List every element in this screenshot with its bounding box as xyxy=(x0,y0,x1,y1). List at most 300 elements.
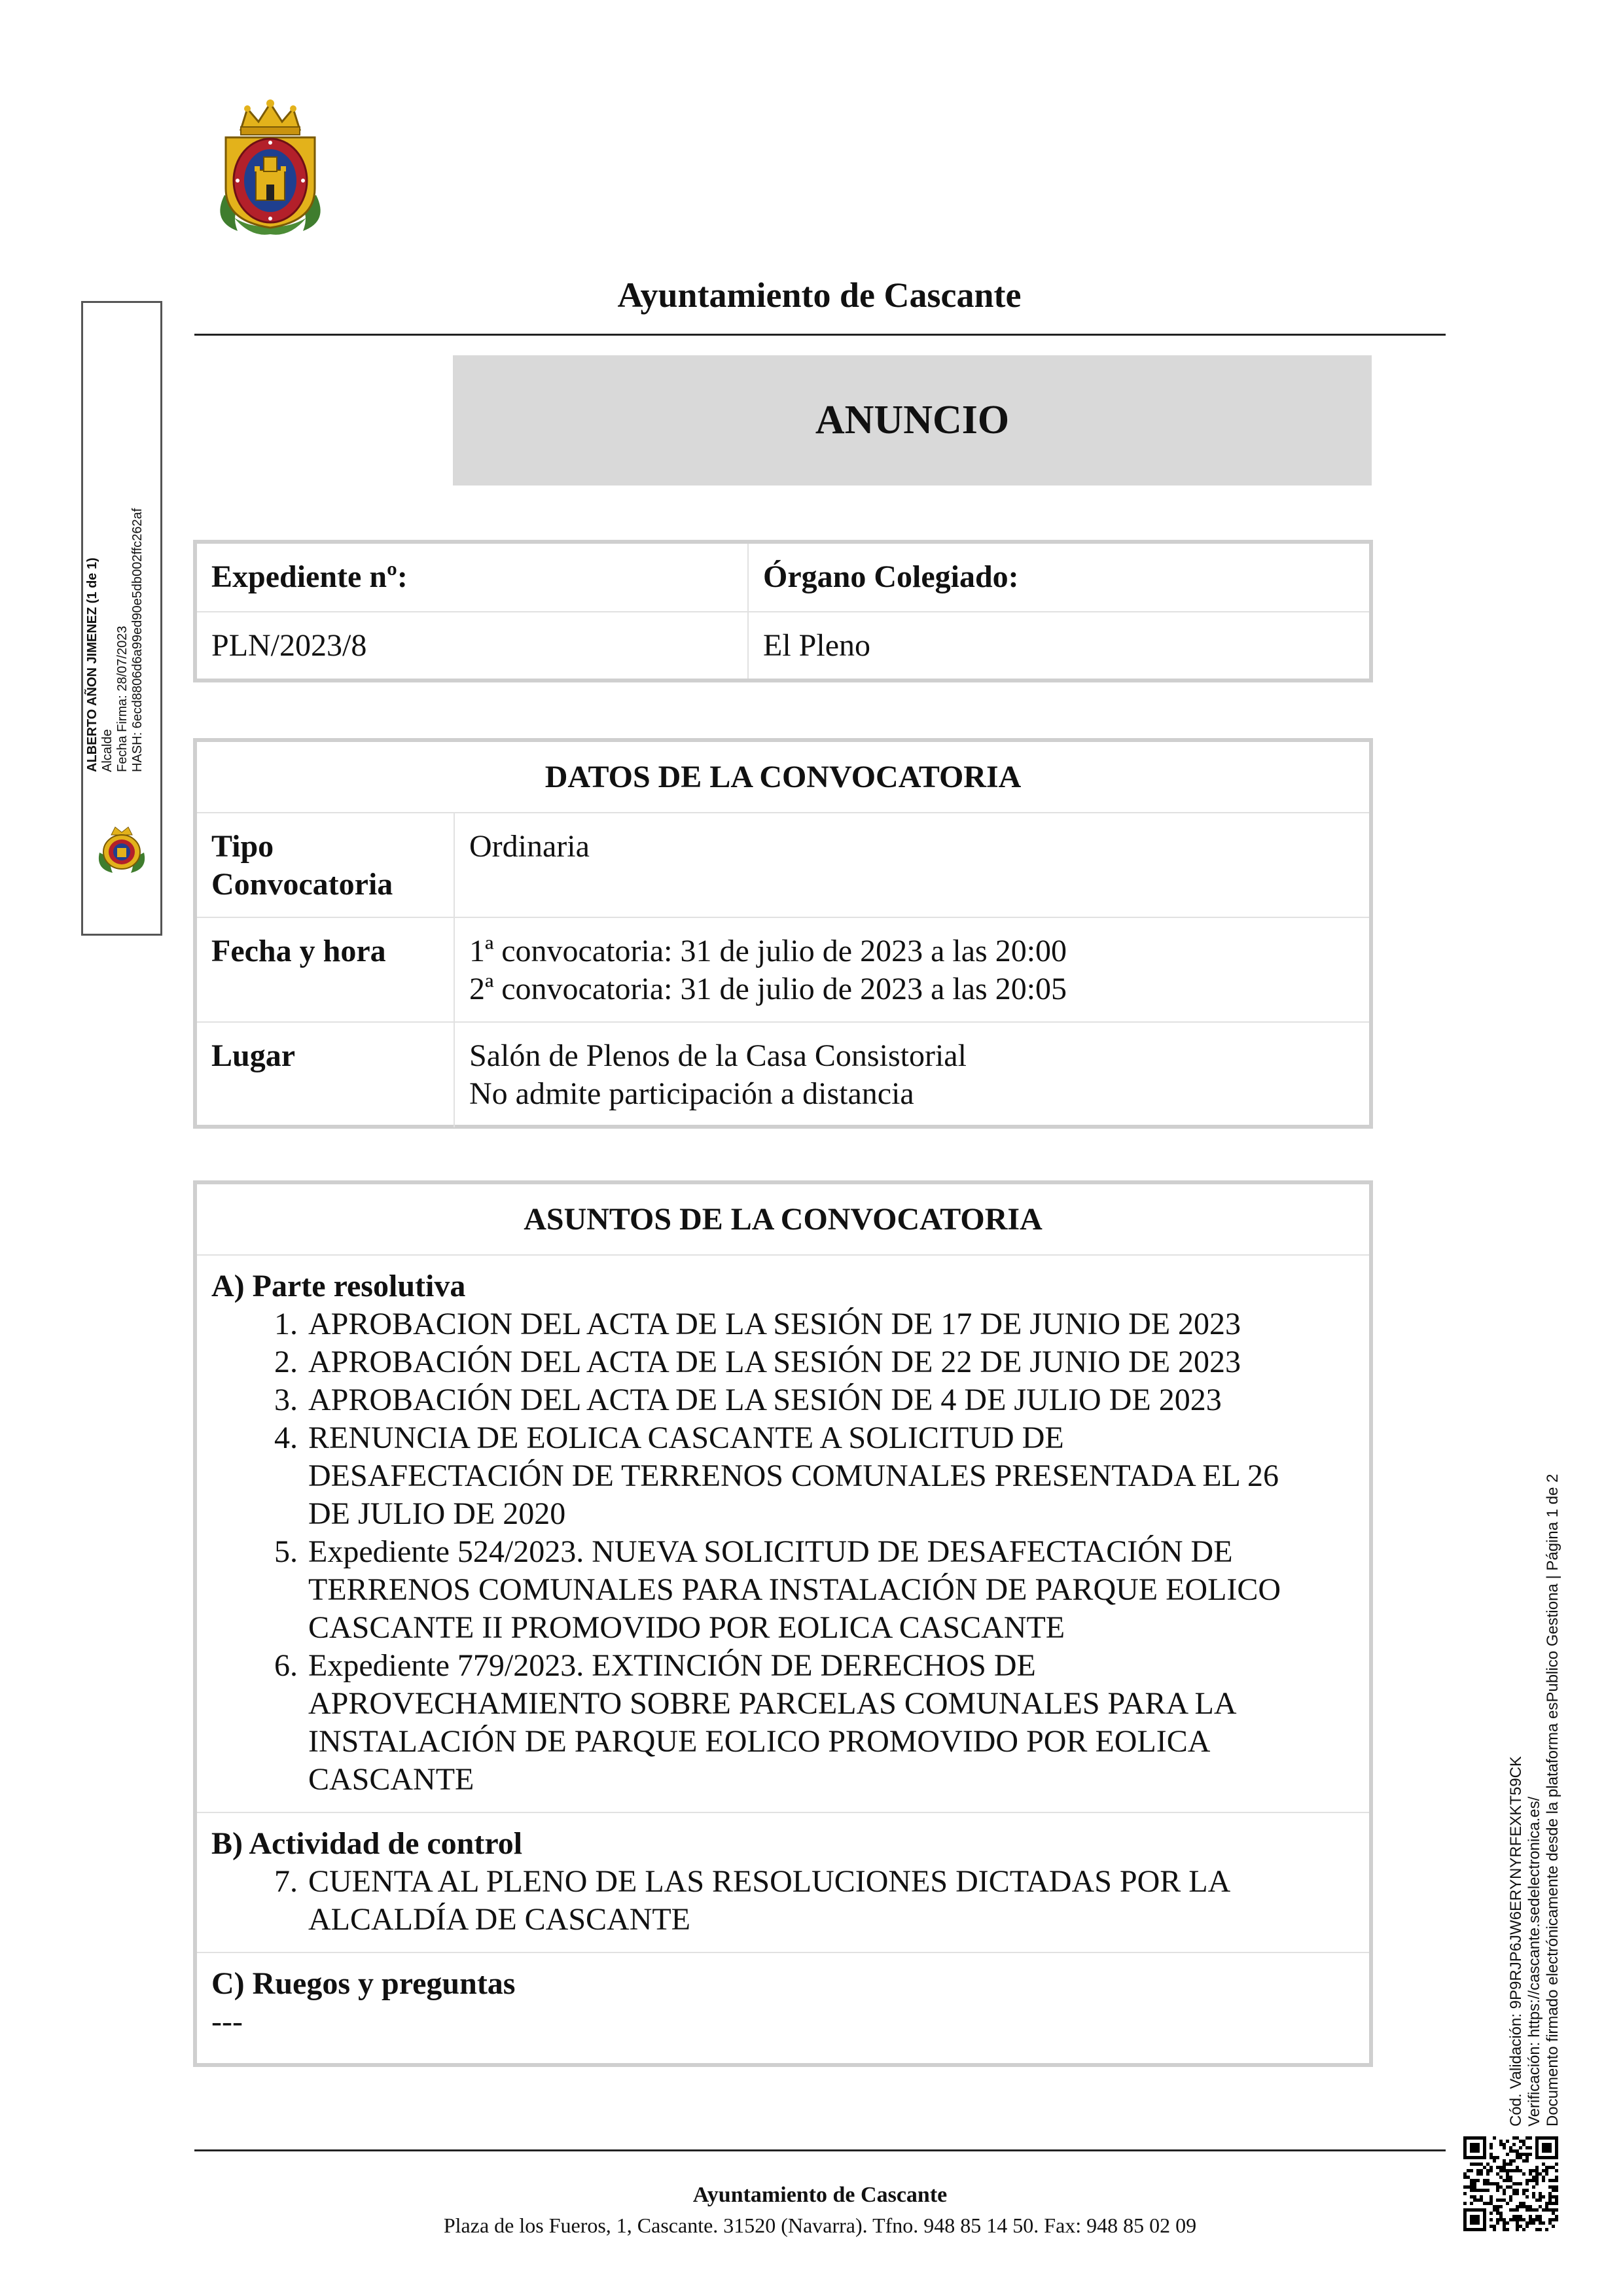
qr-module xyxy=(1493,2136,1496,2140)
qr-module xyxy=(1548,2146,1552,2149)
footer-address: Plaza de los Fueros, 1, Cascante. 31520 (Navarra). Tfno. 948 85 14 50. Fax: 948 85 02 09 xyxy=(443,2214,1197,2237)
qr-module xyxy=(1503,2163,1506,2166)
qr-module xyxy=(1525,2156,1529,2159)
qr-module xyxy=(1489,2218,1493,2221)
qr-module xyxy=(1496,2172,1499,2176)
qr-module xyxy=(1548,2202,1552,2205)
qr-module xyxy=(1529,2172,1532,2176)
qr-module xyxy=(1480,2199,1483,2202)
qr-module xyxy=(1552,2185,1555,2189)
qr-module xyxy=(1535,2140,1539,2143)
qr-module xyxy=(1463,2176,1467,2179)
qr-module xyxy=(1509,2159,1512,2163)
agenda-item-line: CASCANTE II PROMOVIDO POR EOLICA CASCANTE xyxy=(308,1610,1065,1645)
section-b-title: B) Actividad de control xyxy=(211,1826,523,1861)
qr-module xyxy=(1503,2221,1506,2225)
qr-module xyxy=(1483,2140,1486,2143)
agenda-item-text xyxy=(308,1533,1355,1647)
agenda-item xyxy=(211,1419,1355,1533)
qr-module xyxy=(1476,2221,1480,2225)
qr-module xyxy=(1545,2143,1548,2146)
expediente-table xyxy=(193,540,1373,682)
qr-module xyxy=(1476,2218,1480,2221)
qr-module xyxy=(1509,2176,1512,2179)
qr-module xyxy=(1506,2185,1509,2189)
fecha-row xyxy=(197,917,1369,1021)
qr-module xyxy=(1470,2228,1473,2231)
qr-module xyxy=(1499,2166,1503,2169)
qr-module xyxy=(1535,2156,1539,2159)
qr-module xyxy=(1539,2218,1542,2221)
qr-module xyxy=(1535,2182,1539,2185)
qr-module xyxy=(1509,2146,1512,2149)
qr-module xyxy=(1496,2182,1499,2185)
qr-module xyxy=(1512,2149,1516,2153)
lugar-place: Salón de Plenos de la Casa Consistorial xyxy=(469,1038,967,1073)
qr-module xyxy=(1519,2153,1522,2156)
qr-module xyxy=(1555,2143,1558,2146)
qr-module xyxy=(1512,2218,1516,2221)
qr-module xyxy=(1476,2228,1480,2231)
qr-module xyxy=(1476,2172,1480,2176)
qr-module xyxy=(1509,2218,1512,2221)
signer-role: Alcalde xyxy=(100,729,115,772)
qr-module xyxy=(1545,2202,1548,2205)
qr-module xyxy=(1480,2136,1483,2140)
qr-module xyxy=(1483,2218,1486,2221)
fecha-second-call: 2ª convocatoria: 31 de julio de 2023 a las 20:05 xyxy=(469,972,1067,1006)
qr-module xyxy=(1545,2205,1548,2208)
qr-module xyxy=(1519,2218,1522,2221)
qr-module xyxy=(1473,2136,1476,2140)
qr-module xyxy=(1519,2182,1522,2185)
qr-module xyxy=(1480,2208,1483,2212)
agenda-item-line: CASCANTE xyxy=(308,1762,474,1797)
qr-module xyxy=(1552,2212,1555,2215)
qr-module xyxy=(1473,2221,1476,2225)
qr-module xyxy=(1470,2169,1473,2172)
qr-module xyxy=(1503,2199,1506,2202)
qr-module xyxy=(1499,2215,1503,2218)
agenda-item xyxy=(211,1343,1355,1381)
qr-module xyxy=(1496,2208,1499,2212)
qr-module xyxy=(1486,2189,1489,2192)
qr-module xyxy=(1496,2156,1499,2159)
qr-module xyxy=(1503,2218,1506,2221)
agenda-item-number: 6. xyxy=(274,1648,298,1683)
agenda-item-text xyxy=(308,1647,1355,1799)
qr-module xyxy=(1555,2176,1558,2179)
qr-module xyxy=(1552,2189,1555,2192)
section-b-list xyxy=(211,1863,1355,1939)
qr-module xyxy=(1552,2179,1555,2182)
qr-module xyxy=(1552,2166,1555,2169)
qr-module xyxy=(1512,2208,1516,2212)
qr-module xyxy=(1483,2149,1486,2153)
qr-module xyxy=(1542,2195,1545,2199)
qr-module xyxy=(1483,2182,1486,2185)
qr-module xyxy=(1476,2215,1480,2218)
qr-module xyxy=(1503,2192,1506,2195)
agenda-item-number: 4. xyxy=(274,1421,298,1455)
coat-of-arms-logo xyxy=(211,97,329,241)
qr-module xyxy=(1532,2176,1535,2179)
qr-module xyxy=(1516,2169,1519,2172)
qr-module xyxy=(1525,2189,1529,2192)
qr-module xyxy=(1483,2146,1486,2149)
document-type-banner: ANUNCIO xyxy=(453,355,1372,486)
qr-module xyxy=(1503,2166,1506,2169)
qr-module xyxy=(1509,2149,1512,2153)
qr-module xyxy=(1506,2221,1509,2225)
qr-module xyxy=(1555,2215,1558,2218)
agenda-item-number: 5. xyxy=(274,1534,298,1569)
qr-module xyxy=(1489,2169,1493,2172)
qr-module xyxy=(1522,2192,1525,2195)
qr-module xyxy=(1516,2182,1519,2185)
agenda-item xyxy=(211,1305,1355,1343)
qr-module xyxy=(1525,2179,1529,2182)
qr-module xyxy=(1480,2156,1483,2159)
agenda-item-line: ALCALDÍA DE CASCANTE xyxy=(308,1902,690,1937)
qr-module xyxy=(1532,2169,1535,2172)
qr-module xyxy=(1542,2136,1545,2140)
qr-module xyxy=(1489,2153,1493,2156)
qr-module xyxy=(1542,2176,1545,2179)
organo-label: Órgano Colegiado: xyxy=(747,544,1369,611)
qr-module xyxy=(1496,2212,1499,2215)
tipo-label-line-2: Convocatoria xyxy=(211,867,393,902)
qr-module xyxy=(1529,2218,1532,2221)
qr-module xyxy=(1555,2153,1558,2156)
qr-module xyxy=(1516,2208,1519,2212)
qr-module xyxy=(1519,2205,1522,2208)
qr-module xyxy=(1539,2172,1542,2176)
lugar-value xyxy=(454,1023,1369,1127)
qr-module xyxy=(1535,2199,1539,2202)
qr-module xyxy=(1535,2176,1539,2179)
qr-module xyxy=(1499,2205,1503,2208)
qr-module xyxy=(1489,2202,1493,2205)
qr-module xyxy=(1535,2228,1539,2231)
qr-module xyxy=(1476,2189,1480,2192)
section-c xyxy=(197,1952,1369,2054)
qr-module xyxy=(1499,2140,1503,2143)
qr-module xyxy=(1516,2228,1519,2231)
qr-module xyxy=(1463,2208,1467,2212)
qr-module xyxy=(1529,2205,1532,2208)
qr-module xyxy=(1463,2215,1467,2218)
qr-module xyxy=(1463,2136,1467,2140)
agenda-item-line: DESAFECTACIÓN DE TERRENOS COMUNALES PRESENTADA EL 26 xyxy=(308,1458,1279,1493)
qr-module xyxy=(1545,2166,1548,2169)
qr-module xyxy=(1476,2169,1480,2172)
qr-module xyxy=(1542,2146,1545,2149)
qr-module xyxy=(1522,2153,1525,2156)
qr-module xyxy=(1542,2156,1545,2159)
qr-module xyxy=(1470,2218,1473,2221)
qr-module xyxy=(1525,2153,1529,2156)
qr-module xyxy=(1535,2143,1539,2146)
qr-module xyxy=(1489,2212,1493,2215)
qr-module xyxy=(1522,2189,1525,2192)
qr-module xyxy=(1542,2208,1545,2212)
agenda-item-line: APROBACION DEL ACTA DE LA SESIÓN DE 17 DE JUNIO DE 2023 xyxy=(308,1307,1241,1341)
qr-module xyxy=(1473,2163,1476,2166)
agenda-item-number: 2. xyxy=(274,1345,298,1379)
qr-module xyxy=(1499,2212,1503,2215)
qr-module xyxy=(1483,2215,1486,2218)
qr-module xyxy=(1548,2185,1552,2189)
qr-module xyxy=(1506,2140,1509,2143)
qr-module xyxy=(1516,2218,1519,2221)
qr-module xyxy=(1493,2182,1496,2185)
qr-module xyxy=(1470,2182,1473,2185)
qr-module xyxy=(1529,2153,1532,2156)
qr-module xyxy=(1525,2195,1529,2199)
qr-module xyxy=(1512,2159,1516,2163)
tipo-label xyxy=(197,813,454,917)
qr-module xyxy=(1496,2218,1499,2221)
qr-module xyxy=(1493,2205,1496,2208)
qr-module xyxy=(1486,2202,1489,2205)
qr-module xyxy=(1476,2156,1480,2159)
qr-module xyxy=(1503,2146,1506,2149)
qr-module xyxy=(1525,2146,1529,2149)
qr-module xyxy=(1532,2221,1535,2225)
qr-module xyxy=(1467,2228,1470,2231)
qr-module xyxy=(1545,2156,1548,2159)
qr-module xyxy=(1548,2166,1552,2169)
qr-module xyxy=(1463,2172,1467,2176)
qr-module xyxy=(1483,2189,1486,2192)
qr-module xyxy=(1463,2146,1467,2149)
qr-module xyxy=(1486,2163,1489,2166)
lugar-label: Lugar xyxy=(211,1038,296,1073)
qr-module xyxy=(1542,2143,1545,2146)
qr-module xyxy=(1548,2136,1552,2140)
qr-module xyxy=(1470,2185,1473,2189)
validation-url: Verificación: https://cascante.sedelectronica.es/ xyxy=(1525,1796,1543,2127)
qr-module xyxy=(1489,2143,1493,2146)
qr-module xyxy=(1463,2192,1467,2195)
qr-module xyxy=(1483,2179,1486,2182)
qr-module xyxy=(1516,2149,1519,2153)
agenda-item-line: APROBACIÓN DEL ACTA DE LA SESIÓN DE 4 DE JULIO DE 2023 xyxy=(308,1383,1222,1417)
qr-module xyxy=(1480,2163,1483,2166)
qr-module xyxy=(1535,2179,1539,2182)
qr-module xyxy=(1480,2228,1483,2231)
qr-module xyxy=(1476,2146,1480,2149)
qr-module xyxy=(1493,2156,1496,2159)
qr-module xyxy=(1535,2146,1539,2149)
qr-module xyxy=(1509,2163,1512,2166)
qr-module xyxy=(1555,2169,1558,2172)
qr-module xyxy=(1535,2172,1539,2176)
qr-module xyxy=(1512,2215,1516,2218)
qr-module xyxy=(1506,2228,1509,2231)
qr-module xyxy=(1483,2228,1486,2231)
qr-module xyxy=(1473,2228,1476,2231)
section-c-title: C) Ruegos y preguntas xyxy=(211,1966,516,2001)
qr-module xyxy=(1473,2218,1476,2221)
qr-module xyxy=(1503,2189,1506,2192)
qr-module xyxy=(1539,2221,1542,2225)
qr-module xyxy=(1525,2136,1529,2140)
qr-module xyxy=(1476,2208,1480,2212)
qr-module xyxy=(1499,2176,1503,2179)
qr-module xyxy=(1480,2195,1483,2199)
page-title: Ayuntamiento de Cascante xyxy=(617,275,1022,315)
qr-module xyxy=(1506,2172,1509,2176)
agenda-item-line: Expediente 779/2023. EXTINCIÓN DE DERECHOS DE xyxy=(308,1648,1036,1683)
qr-module xyxy=(1542,2179,1545,2182)
qr-module xyxy=(1535,2218,1539,2221)
convocatoria-table xyxy=(193,738,1373,1129)
qr-module xyxy=(1529,2208,1532,2212)
qr-module xyxy=(1516,2225,1519,2228)
qr-module xyxy=(1476,2136,1480,2140)
tipo-value: Ordinaria xyxy=(454,813,1369,917)
qr-module xyxy=(1542,2149,1545,2153)
qr-module xyxy=(1535,2166,1539,2169)
qr-module xyxy=(1519,2225,1522,2228)
qr-module xyxy=(1463,2185,1467,2189)
qr-module xyxy=(1483,2153,1486,2156)
qr-module xyxy=(1493,2159,1496,2163)
qr-module xyxy=(1470,2202,1473,2205)
expediente-label: Expediente nº: xyxy=(211,559,408,594)
qr-module xyxy=(1516,2192,1519,2195)
qr-module xyxy=(1522,2143,1525,2146)
qr-module xyxy=(1473,2143,1476,2146)
qr-module xyxy=(1555,2163,1558,2166)
agenda-item-number: 7. xyxy=(274,1864,298,1899)
qr-module xyxy=(1496,2221,1499,2225)
qr-module xyxy=(1525,2221,1529,2225)
qr-module xyxy=(1473,2208,1476,2212)
qr-module xyxy=(1506,2163,1509,2166)
qr-module xyxy=(1512,2189,1516,2192)
asuntos-title: ASUNTOS DE LA CONVOCATORIA xyxy=(524,1202,1043,1237)
qr-module xyxy=(1499,2218,1503,2221)
qr-module xyxy=(1496,2199,1499,2202)
qr-module xyxy=(1476,2163,1480,2166)
qr-module xyxy=(1522,2218,1525,2221)
qr-module xyxy=(1480,2189,1483,2192)
qr-module xyxy=(1516,2189,1519,2192)
qr-module xyxy=(1470,2215,1473,2218)
qr-module xyxy=(1506,2153,1509,2156)
qr-module xyxy=(1512,2192,1516,2195)
qr-module xyxy=(1493,2225,1496,2228)
agenda-item-text xyxy=(308,1419,1355,1533)
qr-module xyxy=(1529,2146,1532,2149)
agenda-item-text xyxy=(308,1863,1355,1939)
qr-module xyxy=(1467,2156,1470,2159)
qr-module xyxy=(1529,2179,1532,2182)
qr-module xyxy=(1519,2146,1522,2149)
qr-module xyxy=(1499,2169,1503,2172)
qr-module xyxy=(1555,2136,1558,2140)
agenda-item xyxy=(211,1533,1355,1647)
qr-module xyxy=(1552,2208,1555,2212)
qr-module xyxy=(1545,2149,1548,2153)
tipo-row xyxy=(197,812,1369,917)
qr-module xyxy=(1519,2140,1522,2143)
qr-module xyxy=(1506,2176,1509,2179)
agenda-item-line: TERRENOS COMUNALES PARA INSTALACIÓN DE PARQUE EOLICO xyxy=(308,1572,1281,1607)
qr-module xyxy=(1516,2156,1519,2159)
footer-title: Ayuntamiento de Cascante xyxy=(692,2183,948,2207)
qr-module xyxy=(1555,2185,1558,2189)
qr-module xyxy=(1467,2176,1470,2179)
qr-module xyxy=(1509,2195,1512,2199)
signature-hash: HASH: 6ecd8806d6a99ed90e5db002ffc262af xyxy=(130,508,145,772)
qr-module xyxy=(1548,2195,1552,2199)
qr-module xyxy=(1522,2228,1525,2231)
qr-module xyxy=(1486,2172,1489,2176)
qr-module xyxy=(1470,2143,1473,2146)
qr-module xyxy=(1463,2228,1467,2231)
qr-module xyxy=(1516,2205,1519,2208)
qr-module xyxy=(1506,2179,1509,2182)
qr-module xyxy=(1529,2221,1532,2225)
footer-divider xyxy=(194,2149,1446,2151)
fecha-value xyxy=(454,918,1369,1021)
qr-module xyxy=(1519,2202,1522,2205)
qr-module xyxy=(1555,2179,1558,2182)
section-b xyxy=(197,1812,1369,1952)
qr-module xyxy=(1483,2221,1486,2225)
qr-module xyxy=(1529,2215,1532,2218)
qr-module xyxy=(1525,2159,1529,2163)
qr-module xyxy=(1542,2169,1545,2172)
qr-module xyxy=(1463,2202,1467,2205)
qr-module xyxy=(1486,2179,1489,2182)
header-divider xyxy=(194,334,1446,336)
qr-module xyxy=(1463,2221,1467,2225)
qr-module xyxy=(1473,2215,1476,2218)
qr-module xyxy=(1480,2172,1483,2176)
qr-module xyxy=(1509,2179,1512,2182)
qr-module xyxy=(1532,2195,1535,2199)
qr-module xyxy=(1489,2199,1493,2202)
agenda-item xyxy=(211,1863,1355,1939)
qr-module xyxy=(1555,2149,1558,2153)
qr-module xyxy=(1522,2140,1525,2143)
qr-module xyxy=(1516,2221,1519,2225)
qr-module xyxy=(1473,2146,1476,2149)
qr-module xyxy=(1467,2208,1470,2212)
qr-module xyxy=(1470,2221,1473,2225)
qr-module xyxy=(1555,2156,1558,2159)
qr-module xyxy=(1548,2156,1552,2159)
qr-module xyxy=(1548,2221,1552,2225)
qr-module xyxy=(1532,2218,1535,2221)
qr-module xyxy=(1499,2143,1503,2146)
qr-module xyxy=(1535,2153,1539,2156)
qr-module xyxy=(1539,2192,1542,2195)
qr-module xyxy=(1516,2153,1519,2156)
qr-module xyxy=(1483,2166,1486,2169)
qr-module xyxy=(1473,2179,1476,2182)
qr-module xyxy=(1496,2189,1499,2192)
qr-module xyxy=(1539,2156,1542,2159)
agenda-item-text xyxy=(308,1305,1355,1343)
qr-module xyxy=(1496,2205,1499,2208)
qr-module xyxy=(1499,2199,1503,2202)
